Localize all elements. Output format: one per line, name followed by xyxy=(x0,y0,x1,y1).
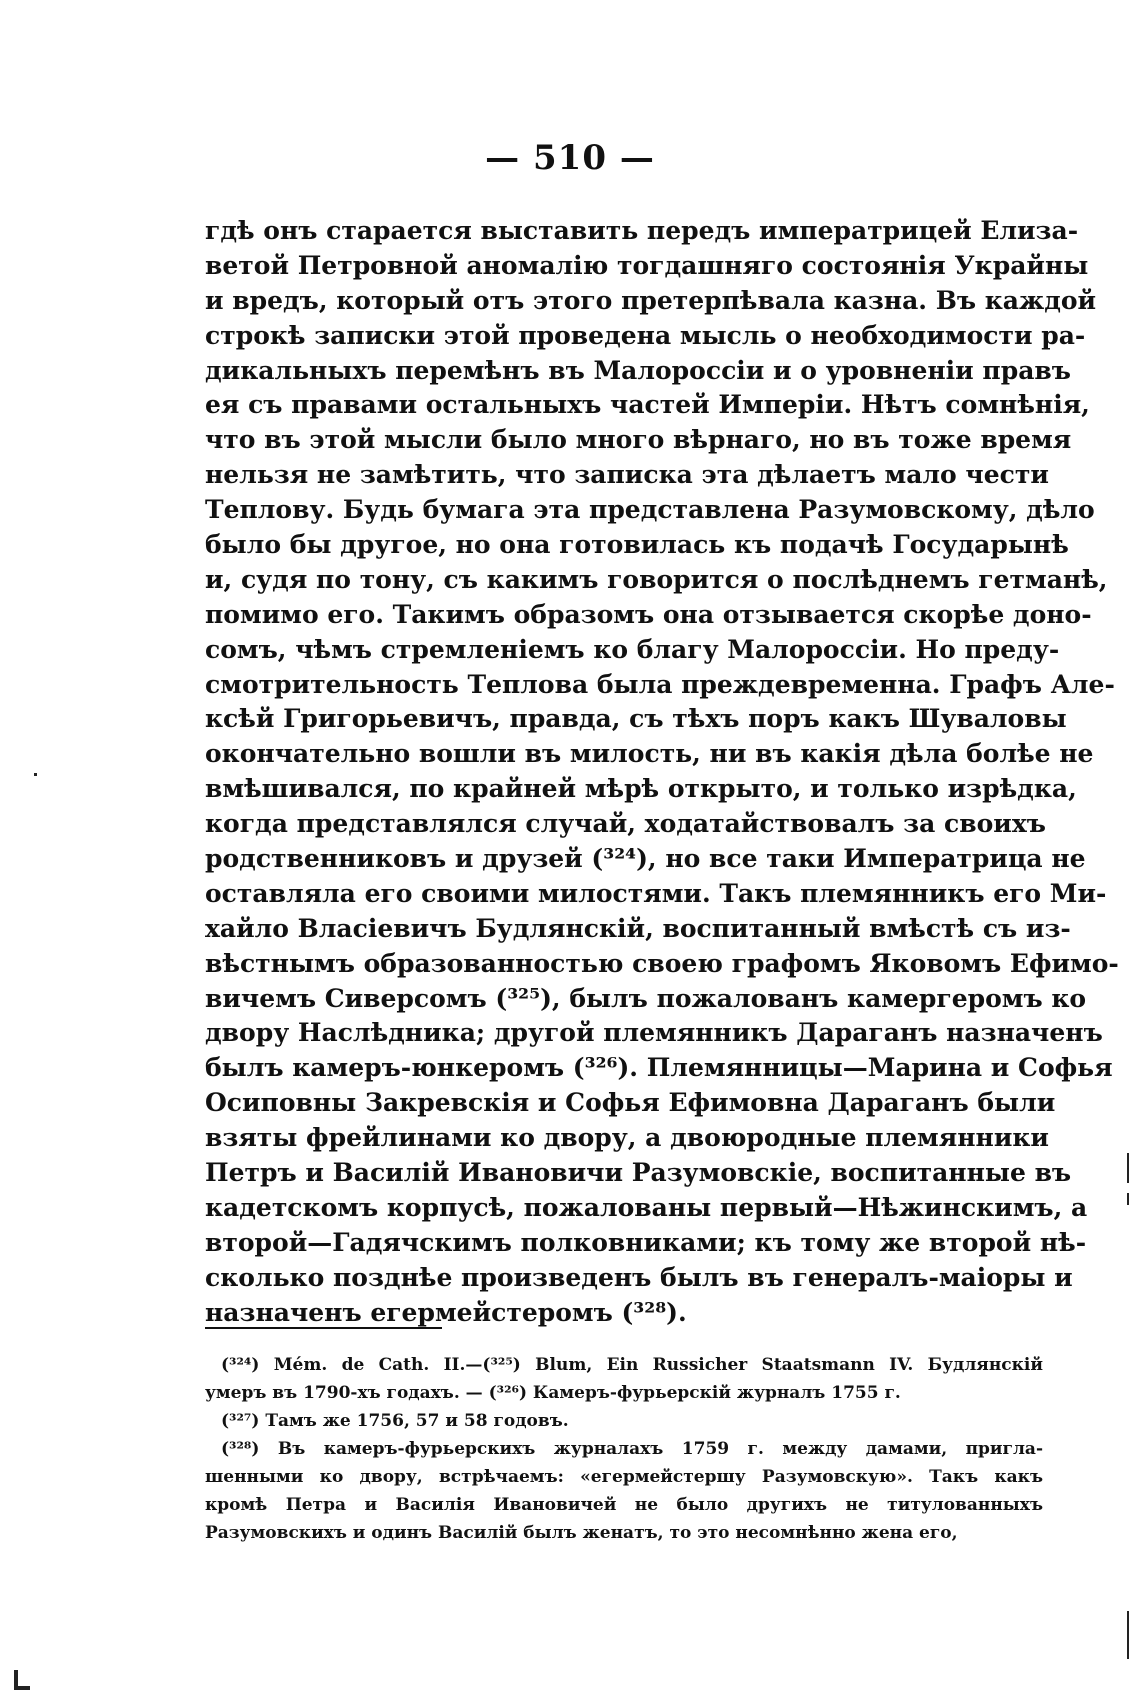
scan-mark-left xyxy=(34,773,37,776)
body-line: взяты фрейлинами ко двору, а двоюродные племянники xyxy=(205,1123,1049,1153)
page-number: — 510 — xyxy=(485,138,655,178)
body-line: сколько позднѣе произведенъ былъ въ генералъ-маіоры и xyxy=(205,1262,1073,1292)
body-line: смотрительность Теплова была преждевременна. Графъ Але- xyxy=(205,669,1115,699)
footnote-line: умеръ въ 1790-хъ годахъ. — (³²⁶) Камеръ-фурьерскій журналъ 1755 г. xyxy=(205,1383,901,1403)
body-text xyxy=(205,214,1119,1331)
footnote-rule xyxy=(205,1327,442,1329)
body-line: кадетскомъ корпусѣ, пожалованы первый—Нѣжинскимъ, а xyxy=(205,1192,1088,1222)
body-line: нельзя не замѣтить, что записка эта дѣлаетъ мало чести xyxy=(205,460,1049,490)
body-line: Петръ и Василій Ивановичи Разумовскіе, воспитанные въ xyxy=(205,1158,1072,1188)
body-line: когда представлялся случай, ходатайствовалъ за своихъ xyxy=(205,809,1046,839)
body-line: строкѣ записки этой проведена мысль о необходимости ра- xyxy=(205,320,1086,350)
footnote-line: кромѣ Петра и Василія Ивановичей не было другихъ не титулованныхъ xyxy=(205,1495,1043,1515)
body-line: двору Наслѣдника; другой племянникъ Дараганъ назначенъ xyxy=(205,1018,1103,1048)
body-line: вѣстнымъ образованностью своею графомъ Яковомъ Ефимо- xyxy=(205,948,1119,978)
footnote-line: шенными ко двору, встрѣчаемъ: «егермейстершу Разумовскую». Такъ какъ xyxy=(205,1467,1043,1487)
footnote-line: (³²⁸) Въ камеръ-фурьерскихъ журналахъ 1759 г. между дамами, пригла- xyxy=(221,1439,1043,1459)
scan-mark-right-3 xyxy=(1127,1611,1129,1659)
body-line: помимо его. Такимъ образомъ она отзывается скорѣе доно- xyxy=(205,599,1092,629)
body-line: ксѣй Григорьевичъ, правда, съ тѣхъ поръ какъ Шуваловы xyxy=(205,704,1067,734)
body-line: и, судя по тону, съ какимъ говорится о послѣднемъ гетманѣ, xyxy=(205,564,1108,594)
footnote-line: (³²⁷) Тамъ же 1756, 57 и 58 годовъ. xyxy=(221,1411,569,1431)
body-line: и вредъ, который отъ этого претерпѣвала казна. Въ каждой xyxy=(205,285,1097,315)
body-line: дикальныхъ перемѣнъ въ Малороссіи и о уровненіи правъ xyxy=(205,355,1071,385)
body-line: вичемъ Сиверсомъ (³²⁵), былъ пожалованъ камергеромъ ко xyxy=(205,983,1087,1013)
scan-mark-right-2 xyxy=(1127,1193,1129,1205)
footnote-line: Разумовскихъ и одинъ Василій былъ женатъ, то это несомнѣнно жена его, xyxy=(205,1523,958,1543)
body-line: что въ этой мысли было много вѣрнаго, но въ тоже время xyxy=(205,425,1072,455)
body-line: второй—Гадячскимъ полковниками; къ тому же второй нѣ- xyxy=(205,1227,1087,1257)
body-line: ветой Петровной аномалію тогдашняго состоянія Украйны xyxy=(205,250,1089,280)
footnotes xyxy=(205,1351,1043,1547)
body-line: было бы другое, но она готовилась къ подачѣ Государынѣ xyxy=(205,530,1069,560)
footnote-line: (³²⁴) Mém. de Cath. II.—(³²⁵) Blum, Ein Russicher Staatsmann IV. Будлянскій xyxy=(221,1355,1043,1375)
body-line: назначенъ егермейстеромъ (³²⁸). xyxy=(205,1297,687,1327)
body-line: окончательно вошли въ милость, ни въ какія дѣла болѣе не xyxy=(205,739,1094,769)
body-line: хайло Власіевичъ Будлянскій, воспитанный вмѣстѣ съ из- xyxy=(205,913,1071,943)
body-line: Теплову. Будь бумага эта представлена Разумовскому, дѣло xyxy=(205,495,1095,525)
body-line: родственниковъ и друзей (³²⁴), но все таки Императрица не xyxy=(205,844,1086,874)
body-line: Осиповны Закревскія и Софья Ефимовна Дараганъ были xyxy=(205,1088,1056,1118)
body-line: сомъ, чѣмъ стремленіемъ ко благу Малороссіи. Но преду- xyxy=(205,634,1060,664)
body-line: ея съ правами остальныхъ частей Имперіи. Нѣтъ сомнѣнія, xyxy=(205,390,1090,420)
body-line: былъ камеръ-юнкеромъ (³²⁶). Племянницы—Марина и Софья xyxy=(205,1053,1113,1083)
scan-mark-corner-base xyxy=(14,1686,30,1690)
body-line: вмѣшивался, по крайней мѣрѣ открыто, и только изрѣдка, xyxy=(205,774,1077,804)
body-line: оставляла его своими милостями. Такъ племянникъ его Ми- xyxy=(205,878,1107,908)
scan-mark-right-1 xyxy=(1127,1153,1129,1183)
body-line: гдѣ онъ старается выставить передъ императрицей Елиза- xyxy=(205,216,1079,245)
